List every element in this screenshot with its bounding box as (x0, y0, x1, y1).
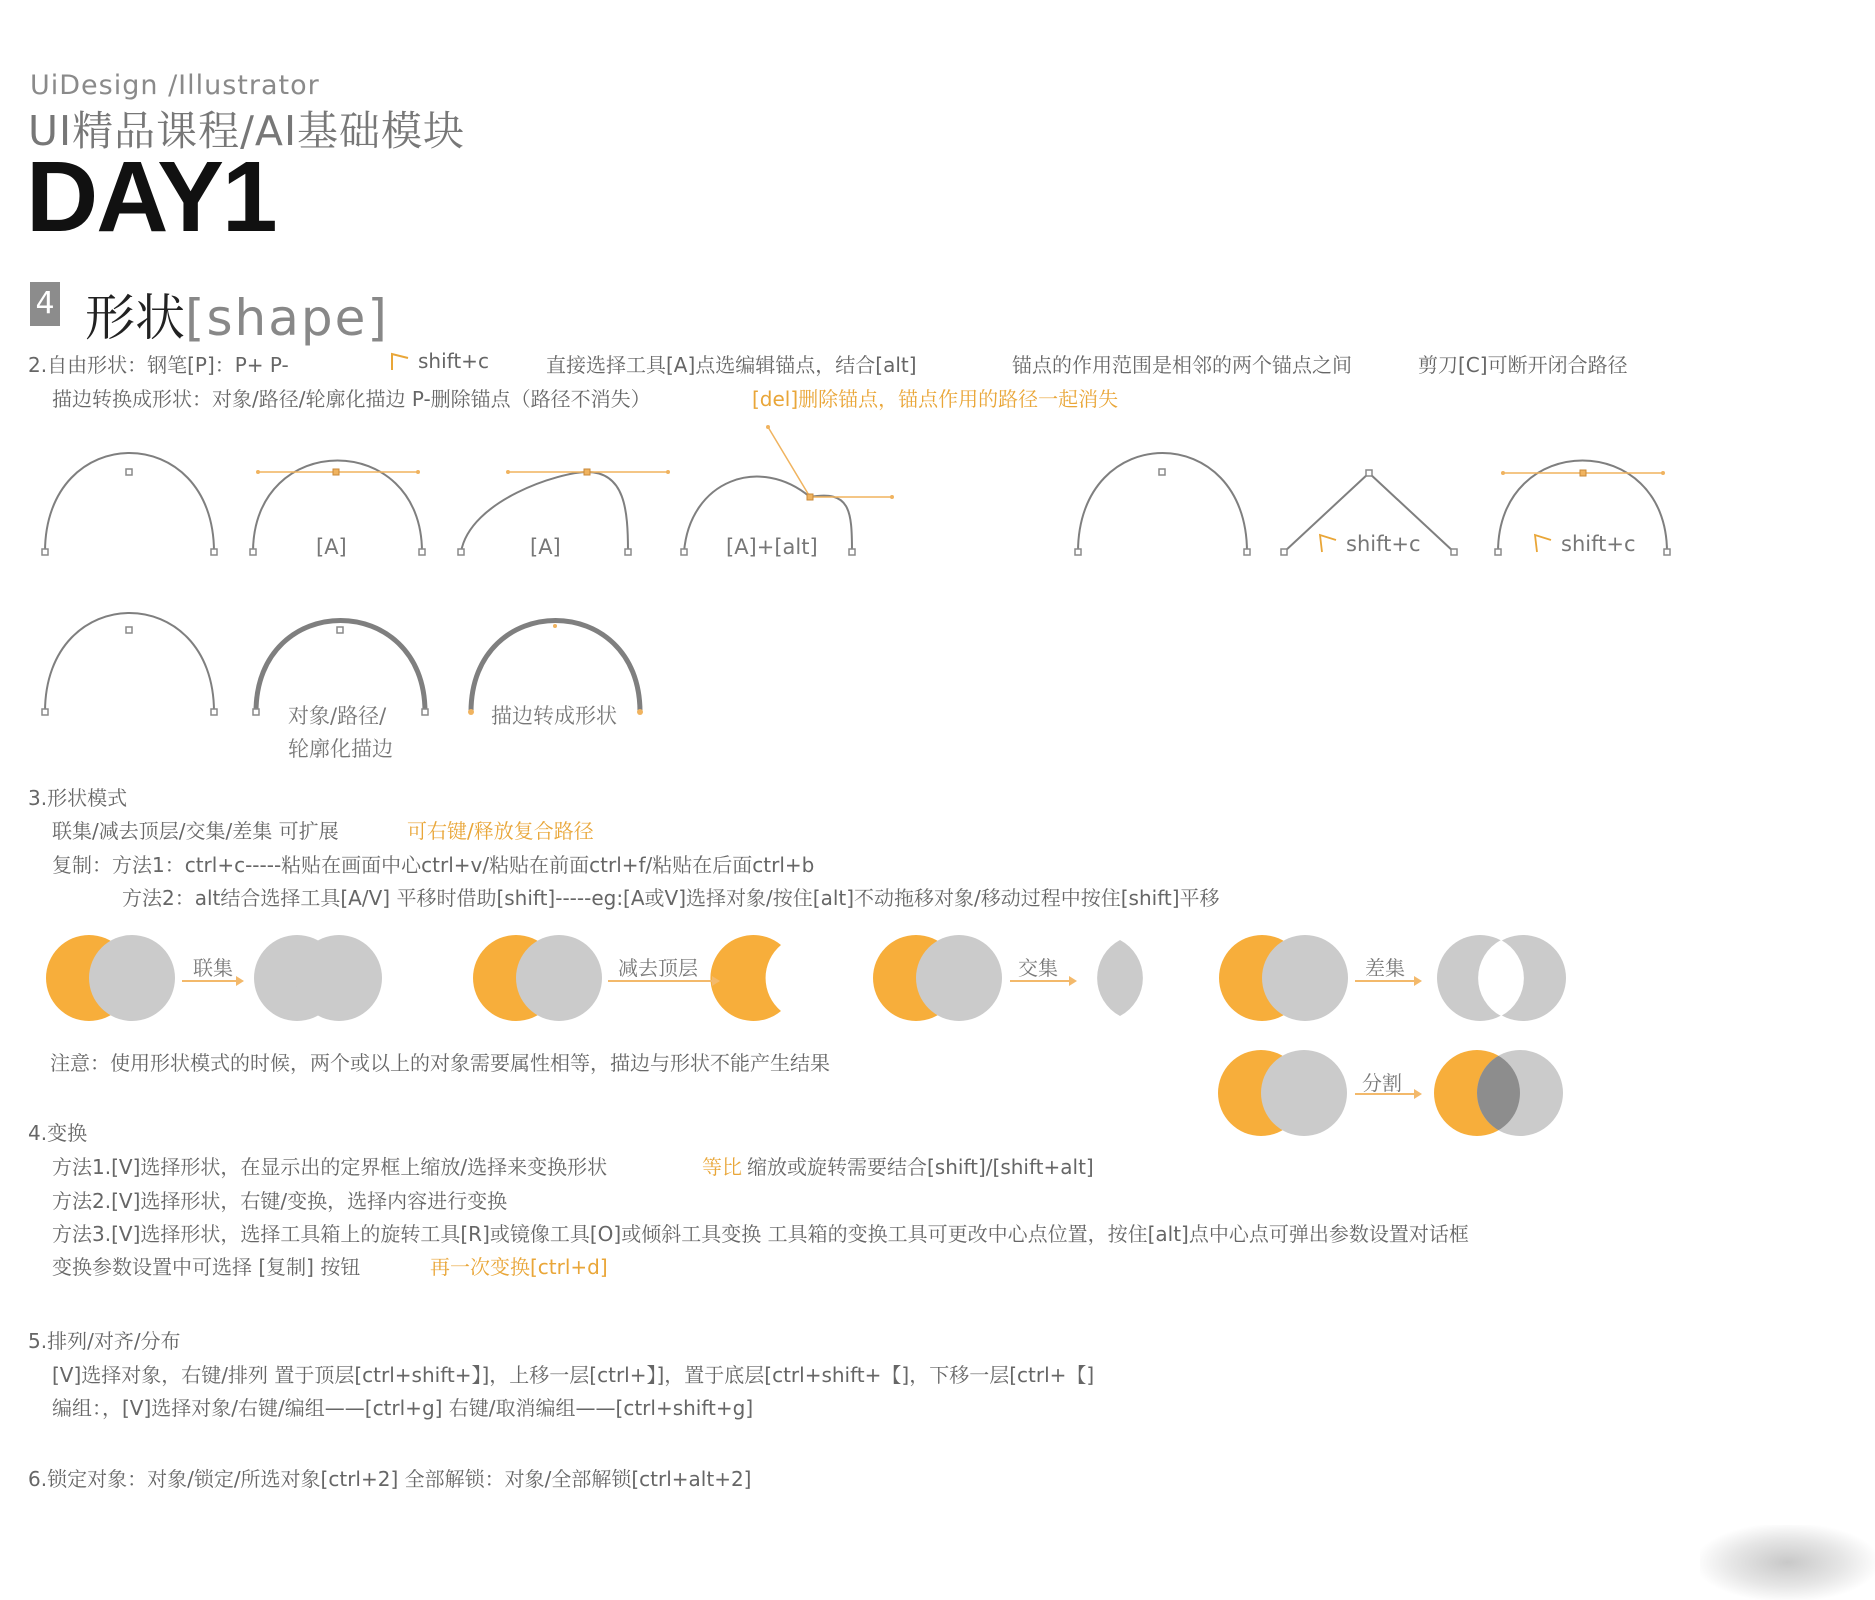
section-title-en: [shape] (185, 289, 389, 347)
section-number-badge: 4 (30, 282, 60, 326)
label-outline-stroke-1: 对象/路径/ (288, 704, 387, 728)
gray-circle (516, 935, 602, 1021)
free-shape-line1-d: 剪刀[C]可断开闭合路径 (1418, 353, 1628, 377)
section-title-cn: 形状 (85, 289, 185, 347)
gray-circle (1262, 935, 1348, 1021)
label-divide: 分割 (1362, 1071, 1402, 1095)
gray-circle (916, 935, 1002, 1021)
transform-line1-b: 等比 (702, 1155, 742, 1179)
shape-modes-line1-b: 可右键/释放复合路径 (407, 819, 594, 843)
transform-line4-a: 变换参数设置中可选择 [复制] 按钮 (52, 1255, 361, 1279)
gray-circle (89, 935, 175, 1021)
header-title: UI精品课程/AI基础模块 (28, 107, 466, 155)
transform-line1-a: 方法1.[V]选择形状，在显示出的定界框上缩放/选择来变换形状 (52, 1155, 608, 1179)
free-shape-line1-a: 2.自由形状：钢笔[P]：P+ P- (28, 353, 289, 377)
label-stroke-to-shape: 描边转成形状 (491, 704, 617, 728)
label-direct-select-2: [A] (530, 535, 561, 559)
free-shape-line1-c: 锚点的作用范围是相邻的两个锚点之间 (1012, 353, 1352, 377)
shape-modes-line3: 方法2：alt结合选择工具[A/V] 平移时借助[shift]-----eg:[A或V]选择对象/按住[alt]不动拖移对象/移动过程中按住[shift]平移 (122, 886, 1220, 910)
shape-modes-note: 注意：使用形状模式的时候，两个或以上的对象需要属性相等，描边与形状不能产生结果 (50, 1051, 830, 1075)
transform-line1-c: 缩放或旋转需要结合[shift]/[shift+alt] (747, 1155, 1094, 1179)
lock-line: 6.锁定对象：对象/锁定/所选对象[ctrl+2] 全部解锁：对象/全部解锁[ctrl+alt+2] (28, 1467, 752, 1491)
union-result-right (296, 935, 382, 1021)
label-union: 联集 (193, 956, 233, 980)
label-intersect: 交集 (1018, 956, 1058, 980)
header-subtitle: UiDesign /Illustrator (30, 70, 320, 101)
transform-line3: 方法3.[V]选择形状，选择工具箱上的旋转工具[R]或镜像工具[O]或倾斜工具变换 工具箱的变换工具可更改中心点位置，按住[alt]点中心点可弹出参数设置对话框 (52, 1222, 1469, 1246)
label-shift-c-2: shift+c (1561, 532, 1636, 556)
free-shape-line2-a: 描边转换成形状：对象/路径/轮廓化描边 P-删除锚点（路径不消失） (52, 387, 651, 411)
intersect-result (1097, 940, 1143, 1016)
shape-modes-heading: 3.形状模式 (28, 786, 128, 810)
transform-heading: 4.变换 (28, 1121, 88, 1145)
free-shape-line2-b: [del]删除锚点，锚点作用的路径一起消失 (752, 387, 1119, 411)
blurred-watermark (1700, 1525, 1875, 1600)
label-outline-stroke-2: 轮廓化描边 (288, 737, 393, 761)
free-shape-line1-b: 直接选择工具[A]点选编辑锚点，结合[alt] (546, 353, 917, 377)
transform-line4-b: 再一次变换[ctrl+d] (430, 1255, 608, 1279)
arrange-line2: 编组：，[V]选择对象/右键/编组——[ctrl+g] 右键/取消编组——[ctrl+shift+g] (52, 1396, 754, 1420)
transform-line2: 方法2.[V]选择形状，右键/变换，选择内容进行变换 (52, 1189, 508, 1213)
shape-modes-line1-a: 联集/减去顶层/交集/差集 可扩展 (52, 819, 339, 843)
day-title: DAY1 (26, 141, 276, 253)
label-direct-select-1: [A] (316, 535, 347, 559)
label-minus-front: 减去顶层 (618, 956, 698, 980)
gray-circle (1261, 1050, 1347, 1136)
shape-modes-line2: 复制：方法1：ctrl+c-----粘贴在画面中心ctrl+v/粘贴在前面ctrl+f/粘贴在后面ctrl+b (52, 853, 815, 877)
arrange-heading: 5.排列/对齐/分布 (28, 1329, 181, 1353)
free-shape-line1-shift: shift+c (418, 349, 489, 373)
label-shift-c-1: shift+c (1346, 532, 1421, 556)
minus-front-result (710, 935, 781, 1021)
arrange-line1: [V]选择对象，右键/排列 置于顶层[ctrl+shift+】]，上移一层[ctrl+】]，置于底层[ctrl+shift+【]，下移一层[ctrl+【] (52, 1363, 1095, 1387)
label-direct-select-alt: [A]+[alt] (726, 535, 818, 559)
label-exclude: 差集 (1365, 956, 1405, 980)
